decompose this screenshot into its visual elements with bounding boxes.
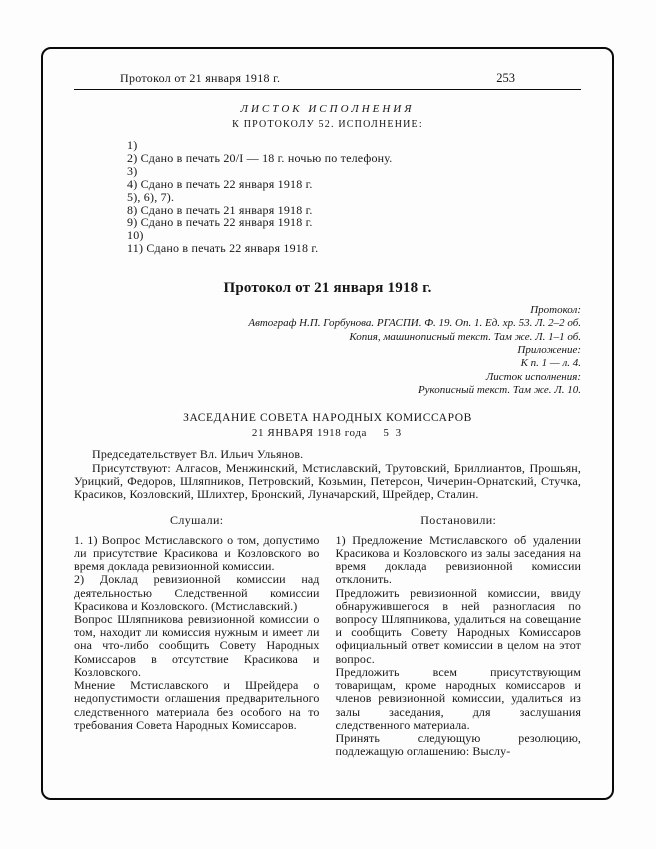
attendees-paragraph: Присутствуют: Алгасов, Менжинский, Мстиславский, Трутовский, Бриллиантов, Прошьян, Урицкий, Федоров, Шляпников, Петровский, Козьмин, Петерсон, Чичерин-Орнатский, Стучка, Красиков, Козловский, Шлихтер, Бронский, Луначарский, Шрейдер, Сталин.	[74, 460, 581, 502]
source-line: Копия, машинописный текст. Там же. Л. 1–1 об.	[349, 330, 581, 343]
session-date-line	[74, 427, 581, 439]
source-line: Протокол:	[530, 304, 581, 317]
running-header: Протокол от 21 января 1918 г.	[120, 71, 281, 85]
footnote-reference: 5 3	[383, 427, 404, 440]
page-header	[74, 71, 581, 86]
heard-paragraph: 2) Доклад ревизионной комиссии над деятельностью Следственной комиссии Красикова и Козловского. (Мстиславский.)	[74, 572, 320, 613]
heard-paragraph: Мнение Мстиславского и Шрейдера о недопустимости оглашения предварительного следственного материала без особого на то требования Совета Народных Комиссаров.	[74, 678, 320, 732]
execution-list-item: 9) Сдано в печать 22 января 1918 г.	[127, 215, 313, 230]
execution-list-item: 1)	[127, 138, 138, 152]
execution-list-item: 5), 6), 7).	[127, 189, 175, 204]
execution-list-item: 4) Сдано в печать 22 января 1918 г.	[127, 176, 313, 191]
resolved-paragraph: Предложить всем присутствующим товарищам, кроме народных комиссаров и членов ревизионной комиссии, удалиться из залы заседания, для заслушания следственного материала.	[335, 664, 581, 732]
session-heading: ЗАСЕДАНИЕ СОВЕТА НАРОДНЫХ КОМИССАРОВ	[183, 412, 472, 425]
heard-paragraph: Вопрос Шляпникова ревизионной комиссии о том, находит ли комиссия нужным и имеет ли она что-либо сообщить Совету Народных Комиссаров в отсутствие Красикова и Козловского.	[74, 612, 320, 679]
resolved-paragraph: 1) Предложение Мстиславского об удалении Красикова и Козловского из залы заседания на время доклада ревизионной комиссии отклонить.	[335, 532, 581, 587]
source-line: Листок исполнения:	[485, 370, 581, 383]
source-line: Приложение:	[517, 344, 581, 357]
execution-list-item: 8) Сдано в печать 21 января 1918 г.	[127, 202, 313, 217]
source-line: Автограф Н.П. Горбунова. РГАСПИ. Ф. 19. Оп. 1. Ед. хр. 53. Л. 2–2 об.	[248, 317, 581, 330]
resolved-paragraph: Принять следующую резолюцию, подлежащую оглашению: Выслу-	[335, 730, 581, 759]
source-line: Рукописный текст. Там же. Л. 10.	[417, 383, 581, 396]
minutes-column-headers	[74, 513, 581, 528]
execution-list	[127, 139, 581, 255]
resolved-paragraph: Предложить ревизионной комиссии, ввиду обнаружившегося в ней разногласия по вопросу Шляпникова, удалиться на совещание и сообщить Совету Народных Комиссаров официальный ответ комиссии в целом на этот вопрос.	[335, 585, 581, 666]
execution-list-item: 10)	[127, 228, 144, 243]
execution-list-item: 3)	[127, 163, 138, 178]
resolved-column	[336, 534, 582, 758]
page-border-frame	[41, 47, 614, 800]
source-line: К п. 1 — л. 4.	[520, 357, 581, 370]
execution-sheet-title: ЛИСТОК ИСПОЛНЕНИЯ	[240, 103, 415, 115]
protocol-title: Протокол от 21 января 1918 г.	[223, 280, 432, 297]
heard-paragraph: 1. 1) Вопрос Мстиславского о том, допустимо ли присутствие Красикова и Козловского во время доклада ревизионной комиссии.	[74, 532, 320, 574]
execution-sheet-subtitle: К ПРОТОКОЛУ 52. ИСПОЛНЕНИЕ:	[232, 119, 423, 130]
chairman-line: Председательствует Вл. Ильич Ульянов.	[92, 447, 304, 462]
archival-source-block	[74, 304, 581, 397]
heard-column	[74, 534, 320, 758]
session-date: 21 ЯНВАРЯ 1918 года	[251, 427, 368, 440]
header-rule	[74, 89, 581, 90]
resolved-column-header: Постановили:	[420, 512, 497, 527]
minutes-columns	[74, 534, 581, 758]
heard-column-header: Слушали:	[169, 512, 224, 527]
page-number: 253	[496, 71, 515, 85]
execution-list-item: 11) Сдано в печать 22 января 1918 г.	[127, 241, 319, 256]
execution-list-item: 2) Сдано в печать 20/I — 18 г. ночью по телефону.	[127, 150, 393, 165]
